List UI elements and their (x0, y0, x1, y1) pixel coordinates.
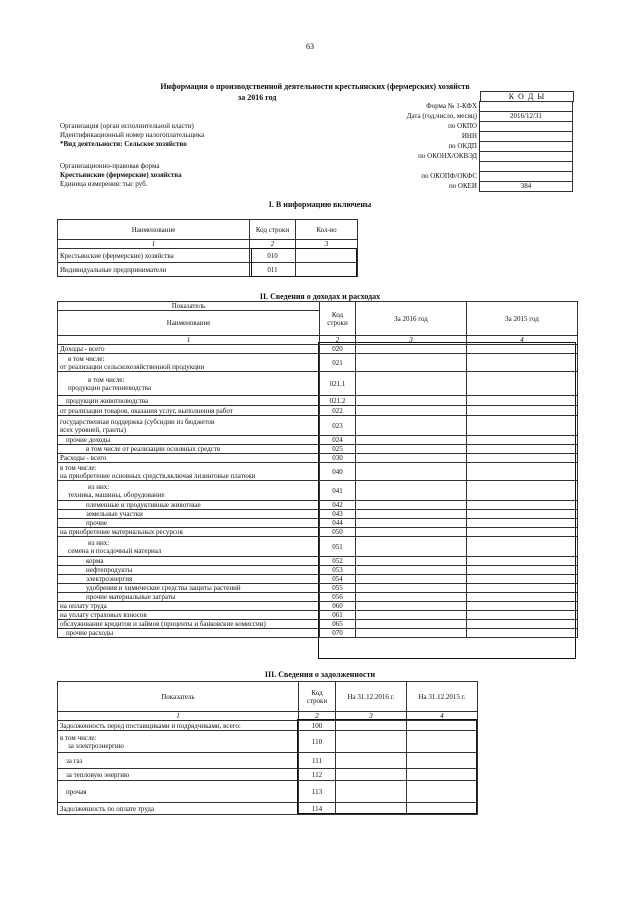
codes-label: Дата (год,число, месяц) (406, 112, 477, 120)
row-name: в том числе: (60, 463, 97, 472)
row-code: 100 (299, 721, 336, 731)
col-number: 2 (299, 712, 336, 721)
row-name: электроэнергия (58, 575, 320, 584)
col-header: Кол-во (296, 220, 358, 240)
row-name: Задолженность по оплате труда (58, 803, 299, 815)
row-name: в том числе: (68, 354, 105, 363)
row-code: 022 (320, 406, 356, 416)
row-code: 030 (320, 454, 356, 463)
codes-label: ИНН (461, 132, 477, 140)
row-code: 024 (320, 436, 356, 445)
org-line: Идентификационный номер налогоплательщика (60, 131, 205, 139)
section3-title: III. Сведения о задолженности (264, 670, 376, 679)
row-code: 041 (320, 481, 356, 501)
row-name: Задолженность перед поставщиками и подрядчиками, всего: (58, 721, 299, 731)
row-name: из них: (88, 538, 110, 547)
row-code: 111 (299, 753, 336, 769)
row-code: 056 (320, 593, 356, 602)
row-name: продукции животноводства (58, 396, 320, 406)
org-line: Организация (орган исполнительной власти) (60, 122, 194, 130)
row-code: 011 (250, 263, 296, 277)
row-code: 055 (320, 584, 356, 593)
row-code: 053 (320, 566, 356, 575)
row-code: 054 (320, 575, 356, 584)
row-code: 061 (320, 611, 356, 620)
row-name: удобрения и химические средства защиты растений (58, 584, 320, 593)
activity-type: *Вид деятельности: Сельское хозяйство (60, 140, 187, 148)
row-code: 052 (320, 557, 356, 566)
row-code: 110 (299, 731, 336, 753)
row-name: за газ (58, 753, 299, 769)
row-code: 021 (320, 354, 356, 372)
col-header: За 2015 год (467, 302, 578, 336)
section1-frame (251, 248, 357, 277)
row-name: прочая (58, 781, 299, 803)
codes-label: по ОКПО (448, 122, 477, 130)
row-name-cont: от реализации сельскохозяйственной продукции (60, 362, 205, 371)
row-code: 050 (320, 528, 356, 537)
page-number: 63 (306, 42, 314, 51)
col-number: 1 (58, 712, 299, 721)
row-name: прочие (58, 519, 320, 528)
row-name: в том числе: (60, 733, 97, 742)
row-code: 020 (320, 345, 356, 354)
section2-frame (318, 342, 576, 659)
row-code: 114 (299, 803, 336, 815)
row-name: обслуживание кредитов и займов (проценты и банковские комиссии) (58, 620, 320, 629)
row-name: Индивидуальные предприниматели (58, 263, 250, 277)
col-header: На 31.12.2015 г. (407, 682, 478, 712)
codes-label: по ОКДП (448, 142, 477, 150)
row-code: 051 (320, 537, 356, 557)
section1-title: I. В информацию включены (268, 200, 372, 209)
col-number: 2 (250, 240, 296, 249)
codes-title: К О Д Ы (480, 91, 574, 102)
col-header: За 2016 год (356, 302, 467, 336)
row-code: 042 (320, 501, 356, 510)
row-code: 023 (320, 416, 356, 436)
codes-label: по ОКОПФ/ОКФС (421, 172, 477, 180)
col-header: Показатель (58, 682, 299, 712)
row-code: 021.1 (320, 372, 356, 396)
col-header: Наименование (58, 220, 250, 240)
row-name: Доходы - всего (58, 345, 320, 354)
row-name-cont: продукции растениеводства (68, 383, 152, 392)
col-number: 4 (467, 336, 578, 345)
row-name: на уплату страховых взносов (58, 611, 320, 620)
row-name: корма (58, 557, 320, 566)
org-form: Крестьянские (фермерские) хозяйства (60, 171, 182, 179)
org-line: Организационно-правовая форма (60, 162, 160, 170)
section3-frame (297, 719, 477, 814)
row-name: на приобретение материальных ресурсов (58, 528, 320, 537)
row-name-cont: семена и посадочный материал (68, 546, 162, 555)
row-name-cont: всех уровней, гранты) (60, 425, 126, 434)
col-header: Код строки (320, 302, 356, 336)
row-name: из них: (88, 482, 110, 491)
col-header: На 31.12.2016 г. (336, 682, 407, 712)
codes-label: по ОКОНХ/ОКВЭД (418, 152, 477, 160)
row-name: государственная поддержка (субсидии из бюджетов (60, 417, 215, 426)
row-name: в том числе: (88, 375, 125, 384)
col-number: 3 (356, 336, 467, 345)
codes-label: по ОКЕИ (448, 182, 477, 190)
col-number: 4 (407, 712, 478, 721)
row-code: 065 (320, 620, 356, 629)
row-name: за тепловую энергию (58, 769, 299, 781)
col-header: Наименование (58, 311, 320, 336)
section2-title: II. Сведения о доходах и расходах (259, 292, 381, 301)
row-code: 112 (299, 769, 336, 781)
row-name-cont: за электроэнергию (68, 741, 124, 750)
row-code: 113 (299, 781, 336, 803)
row-name: племенные и продуктивные животные (58, 501, 320, 510)
row-code: 010 (250, 249, 296, 263)
col-header: Код строки (250, 220, 296, 240)
col-header: Код строки (299, 682, 336, 712)
col-number: 1 (58, 240, 250, 249)
row-code: 025 (320, 445, 356, 454)
row-code: 040 (320, 463, 356, 481)
col-number: 3 (336, 712, 407, 721)
unit-label: Единица измерения: тыс руб. (60, 180, 148, 188)
row-name: Крестьянские (фермерские) хозяйства (58, 249, 250, 263)
row-name: от реализации товаров, оказания услуг, выполнения работ (58, 406, 320, 416)
codes-label: Форма № 1-КФХ (426, 102, 477, 110)
row-name: прочие расходы (58, 629, 320, 638)
codes-value: 384 (479, 181, 573, 192)
row-name-cont: техника, машины, оборудование (68, 490, 165, 499)
group-header: Показатель (58, 302, 320, 311)
row-name: на оплату труда (58, 602, 320, 611)
row-name: нефтепродукты (58, 566, 320, 575)
report-year: за 2016 год (238, 93, 277, 102)
col-number: 2 (320, 336, 356, 345)
row-code: 060 (320, 602, 356, 611)
row-code: 043 (320, 510, 356, 519)
row-name-cont: на приобретение основных средств,включая лизинговые платежи (60, 471, 256, 480)
report-title: Информация о производственной деятельности крестьянских (фермерских) хозяйств (160, 82, 470, 91)
row-code: 021.2 (320, 396, 356, 406)
col-number: 1 (58, 336, 320, 345)
row-name: прочие доходы (58, 436, 320, 445)
codes-value: 2016/12/31 (479, 111, 573, 122)
codes-block (330, 101, 573, 191)
row-name: в том числе от реализации основных средств (58, 445, 320, 454)
row-code: 044 (320, 519, 356, 528)
row-name: прочие материальные затраты (58, 593, 320, 602)
row-name: Расходы - всего (58, 454, 320, 463)
col-number: 3 (296, 240, 358, 249)
row-name: земельные участки (58, 510, 320, 519)
row-code: 070 (320, 629, 356, 638)
